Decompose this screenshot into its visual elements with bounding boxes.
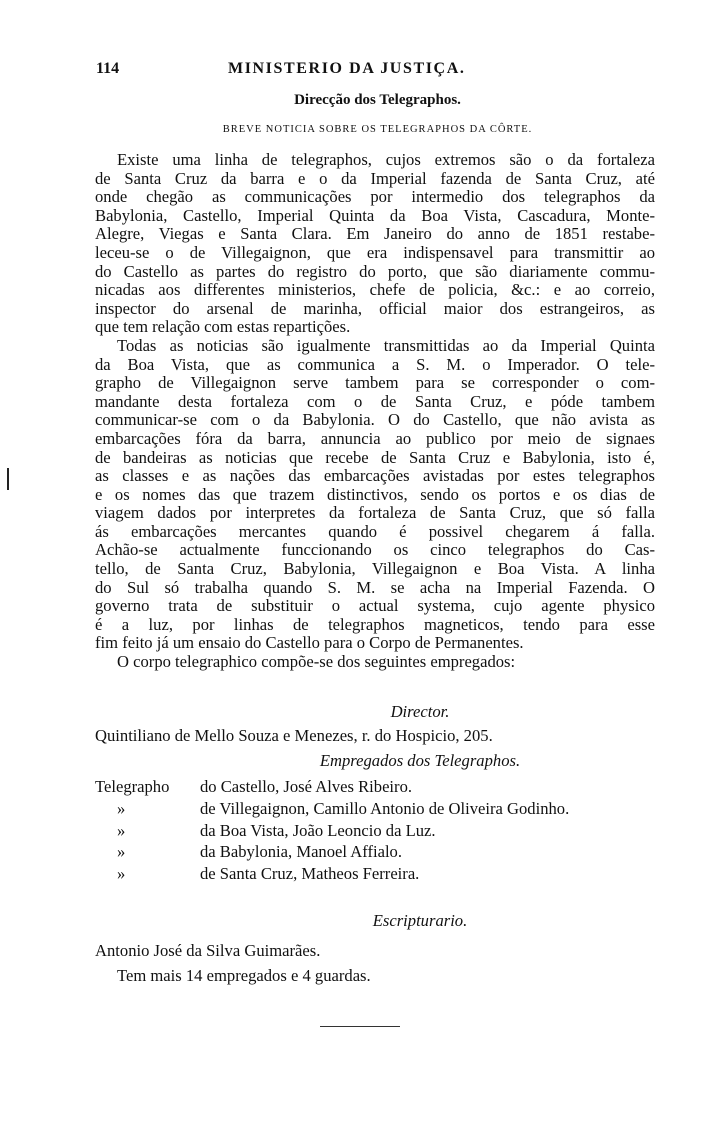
text-line: communicar-se com o da Babylonia. O do Castello, que não avista as [95,410,655,430]
ditto-mark: » [117,842,126,861]
text-line: nicadas aos differentes ministerios, chefe de policia, &c.: e ao correio, [95,280,655,300]
text-line: inspector do arsenal de marinha, official maior dos estrangeiros, as [95,298,655,318]
text-line: Babylonia, Castello, Imperial Quinta da Boa Vista, Cascadura, Monte- [95,205,655,225]
text-line: governo trata de substituir o actual systema, cujo agente physico [95,596,655,616]
text-line: Achão-se actualmente funccionando os cinco telegraphos do Cas- [95,540,655,560]
director-section [95,700,655,748]
closing-rule [320,1026,400,1027]
clerk-entry: Antonio José da Silva Guimarães. [95,941,321,960]
text-line: fim feito já um ensaio do Castello para o Corpo de Permanentes. [95,633,524,653]
text-line: do Sul só trabalha quando S. M. se acha na Imperial Fazenda. O [95,577,655,597]
footer-note: Tem mais 14 empregados e 4 guardas. [117,966,371,985]
director-heading: Director. [390,702,450,721]
employee-row [95,863,655,885]
margin-mark [7,468,9,490]
employee-row [95,841,655,863]
employee-row [95,774,655,798]
text-line: do Castello as partes do registro do porto, que são diariamente commu- [95,261,655,281]
text-line: as classes e as nações das embarcações avistadas por estes telegraphos [95,466,655,486]
ditto-mark: » [117,799,126,818]
employee-label: Telegrapho [95,777,170,796]
text-line: leceu-se o de Villegaignon, que era indispensavel para transmittir ao [95,242,655,262]
employees-section [95,748,655,884]
section-title: Direcção dos Telegraphos. [294,92,461,108]
employee-text: de Villegaignon, Camillo Antonio de Oliveira Godinho. [200,799,570,818]
employees-heading: Empregados dos Telegraphos. [319,751,521,770]
director-entry: Quintiliano de Mello Souza e Menezes, r. do Hospicio, 205. [95,726,493,745]
page-number: 114 [96,60,120,77]
employee-row [95,798,655,820]
text-line: Alegre, Viegas e Santa Clara. Em Janeiro do anno de 1851 restabe- [95,224,655,244]
employee-text: da Babylonia, Manoel Affialo. [200,842,403,861]
text-line: embarcações fóra da barra, annuncia ao publico por meio de signaes [95,428,655,448]
text-line: Existe uma linha de telegraphos, cujos extremos são o da fortaleza [117,150,655,169]
text-line: de Santa Cruz da barra e o da Imperial fazenda de Santa Cruz, até [95,168,655,188]
clerk-heading: Escripturario. [372,911,468,930]
text-line: O corpo telegraphico compõe-se dos seguintes empregados: [117,652,516,672]
text-line: é a luz, por linhas de telegraphos magneticos, tendo para esse [95,614,655,634]
employee-text: do Castello, José Alves Ribeiro. [200,777,413,796]
text-line: Todas as noticias são igualmente transmittidas ao da Imperial Quinta [117,335,655,355]
text-line: viagem dados por interpretes da fortaleza de Santa Cruz, que só falla [95,503,655,523]
text-line: que tem relação com estas repartições. [95,317,351,337]
text-line: ás embarcações mercantes quando é possivel chegarem á falla. [95,521,655,541]
text-line: grapho de Villegaignon serve tambem para se corresponder o com- [95,373,655,393]
employee-text: da Boa Vista, João Leoncio da Luz. [200,820,436,840]
employee-row [95,820,655,842]
ditto-mark: » [117,863,126,883]
body-text [95,151,655,672]
running-head: MINISTERIO DA JUSTIÇA. [228,60,466,77]
text-line: onde chegão as communicações por intermedio dos telegraphos da [95,187,655,207]
text-line: mandante desta fortaleza com o de Santa Cruz, e póde tambem [95,391,655,411]
text-line: da Boa Vista, que as communica a S. M. o Imperador. O tele- [95,354,655,374]
text-line: e os nomes das que trazem distinctivos, sendo os portos e os dias de [95,484,655,504]
ditto-mark: » [117,820,126,840]
text-line: tello, de Santa Cruz, Babylonia, Villegaignon e Boa Vista. A linha [95,559,655,579]
text-line: de bandeiras as noticias que recebe de Santa Cruz e Babylonia, isto é, [95,447,655,467]
clerk-section [95,908,655,988]
employee-text: de Santa Cruz, Matheos Ferreira. [200,863,420,883]
section-subtitle: BREVE NOTICIA SOBRE OS TELEGRAPHOS DA CÔRTE. [222,124,533,135]
